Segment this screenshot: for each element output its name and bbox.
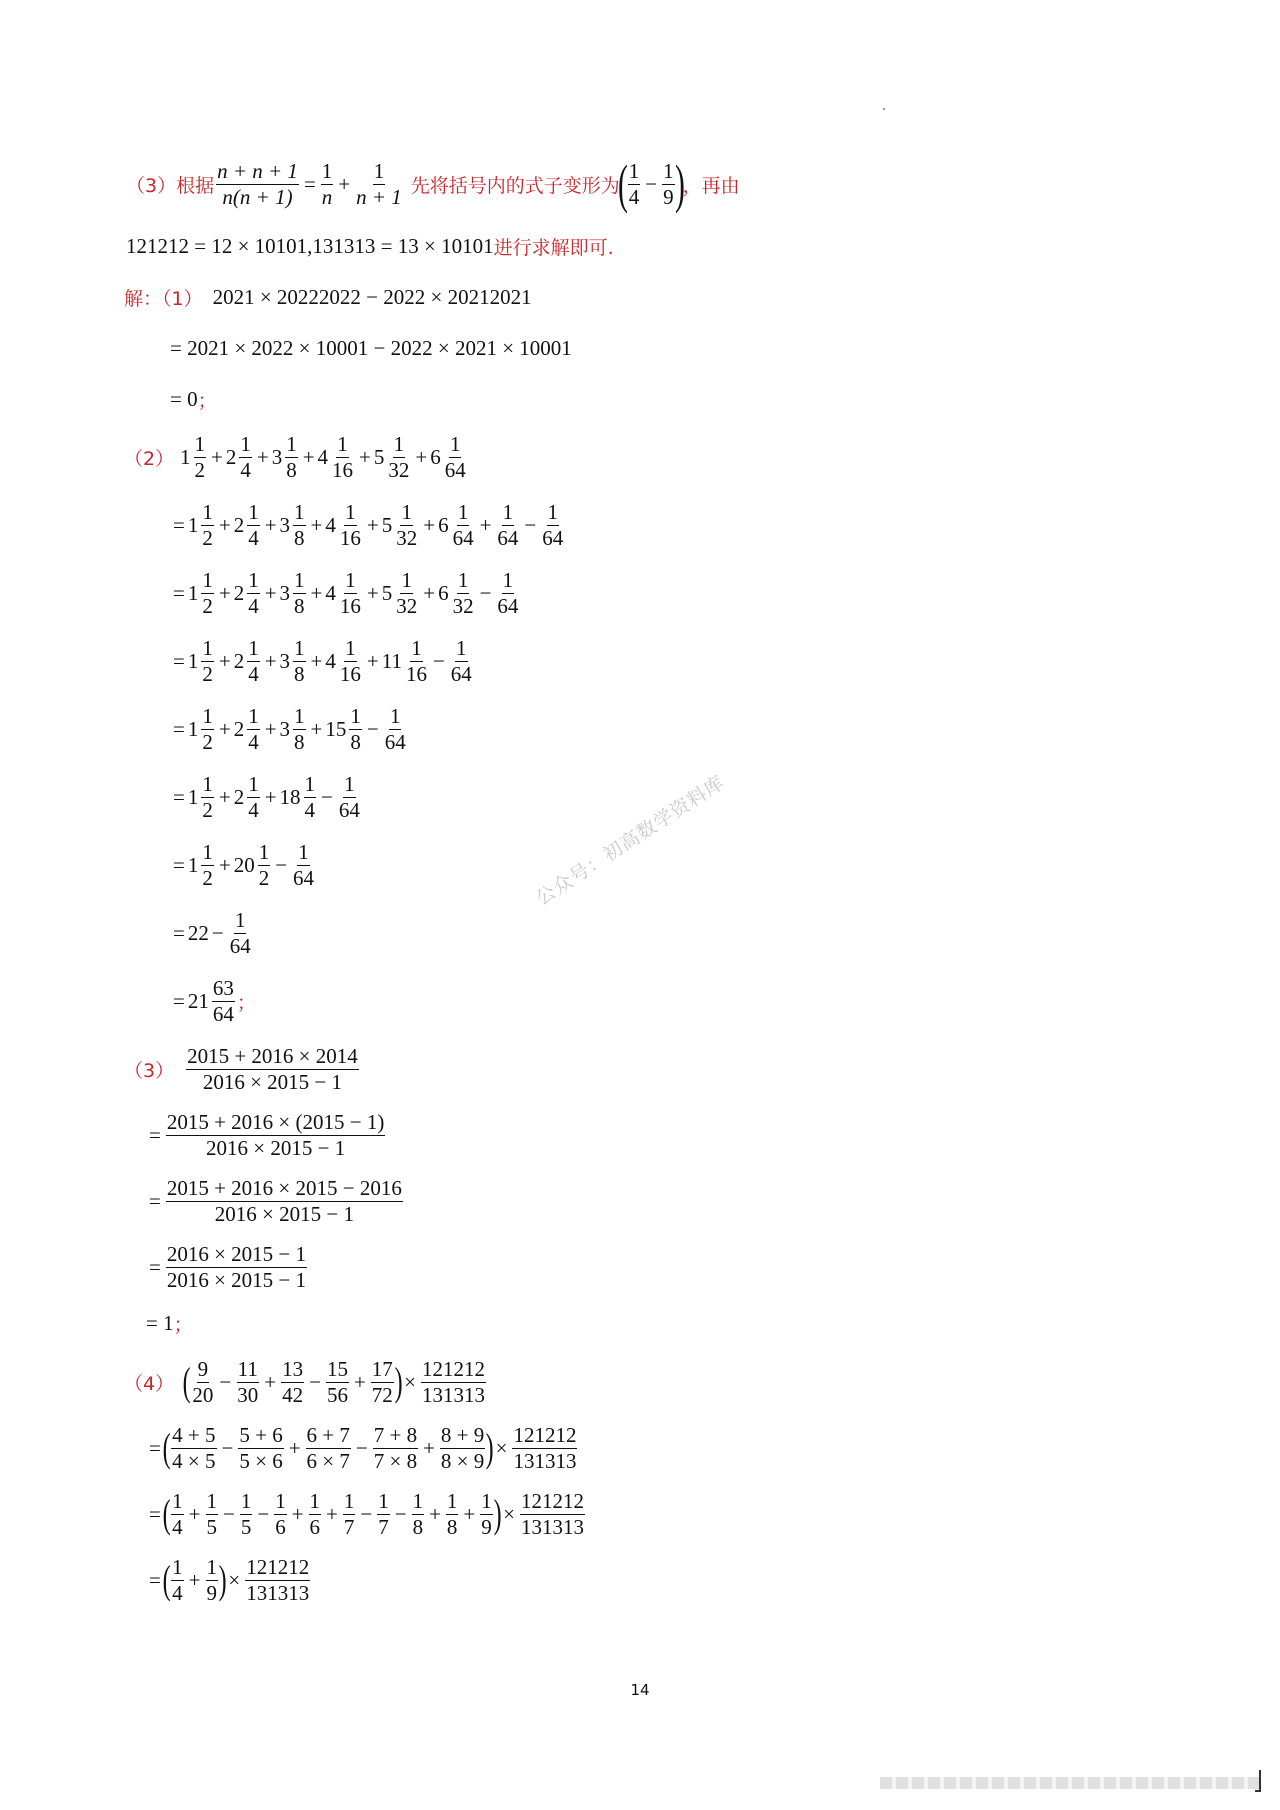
corner-mark (1255, 1770, 1261, 1792)
sol4-step-3: = ( 1 4 + $\frac{1}{9}$ ) × $\frac{121212}{131313}$ (149, 1555, 310, 1605)
sol3-step-1: = $\frac{2015 + 2016 \times (2015 - 1)}{2016 \times 2015 - 1}$ (149, 1110, 385, 1160)
hint-formula: $\frac{n + n + 1}{n(n + 1)}$ (217, 159, 298, 209)
sol1-label: 解：（1） (124, 287, 203, 310)
hint-term-2: $\frac{1}{n + 1}$ (356, 159, 402, 209)
hint-text-2: ，再由 (682, 174, 740, 197)
hint-identity: 121212 = 12 × 10101,131313 = 13 × 10101 (126, 233, 494, 258)
hint-text-3: 进行求解即可. (493, 236, 614, 259)
sol4-step-1: = ( 4 + 5 4 × 5 − $\frac{5 + 6}{5 \times 6}$ + $\frac{6 + 7}{6 \times 7}$ − $\frac{7 + 8}{7 \times 8}$ + $\frac{8 + 9}{8 \times 9}$ ) × $\frac{121212}{131313}$ (149, 1423, 577, 1473)
sol1-step-2: = 0 ； (170, 386, 217, 412)
sol4-label: （4） (124, 1372, 175, 1395)
sol2-step-7: = 22 − $\frac{1}{64}$ (173, 908, 251, 958)
sol2-step-6: = 1 1 2 + 20 1 2 − $\frac{1}{64}$ (173, 840, 315, 890)
sol1-line-0: 解：（1） 2021 × 20222022 − 2022 × 20212021 (124, 284, 532, 310)
sol4-line-0: （4） ( 9 20 − $\frac{11}{30}$ + $\frac{13}{42}$ − $\frac{15}{56}$ + $\frac{17}{72}$ ) × $\frac{121212}{131313}$ (124, 1357, 485, 1407)
sol1-step-1: = 2021 × 2022 × 10001 − 2022 × 2021 × 10001 (170, 335, 572, 360)
sol3-step-3: = $\frac{2016 \times 2015 - 1}{2016 \times 2015 - 1}$ (149, 1242, 307, 1292)
sol3-label: （3） (124, 1059, 175, 1082)
sol2-step-5: = 1 1 2 + 2 1 4 + 18 1 4 − $\frac{1}{64}$ (173, 772, 360, 822)
page-mark (883, 108, 885, 110)
hint-label: （3）根据 (126, 174, 215, 197)
sol2-step-4: = 1 1 2 + 2 1 4 + 3 1 8 + 15 1 8 − $\frac{1}{64}$ (173, 704, 406, 754)
hint-text-1: 先将括号内的式子变形为 (410, 174, 620, 197)
sol2-step-2: = 1 1 2 + 2 1 4 + 3 1 8 + 4 1 16 + 5 1 32 + 6 1 32 − $\frac{1}{64}$ (173, 568, 519, 618)
bottom-toolbar-strip (880, 1777, 1260, 1789)
page-number: 14 (630, 1681, 650, 1699)
sol3-step-2: = $\frac{2015 + 2016 \times 2015 - 2016}{2016 \times 2015 - 1}$ (149, 1176, 402, 1226)
sol4-step-2: = ( 1 4 + $\frac{1}{5}$ − $\frac{1}{5}$ − $\frac{1}{6}$ + $\frac{1}{6}$ + $\frac{1}{7}$ − $\frac{1}{7}$ − $\frac{1}{8}$ + $\frac{1}{8}$ + $\frac{1}{9}$ ) × $\frac{121212}{131313}$ (149, 1489, 584, 1539)
hint-line-2 (126, 231, 614, 261)
sol2-step-8: = 21 63 64 ； (173, 976, 256, 1026)
hint-term-1: $\frac{1}{n}$ (321, 159, 333, 209)
sol3-step-4: = 1 ； (146, 1310, 193, 1336)
sol2-step-3: = 1 1 2 + 2 1 4 + 3 1 8 + 4 1 16 + 11 1 16 − $\frac{1}{64}$ (173, 636, 472, 686)
sol2-step-1: = 1 1 2 + 2 1 4 + 3 1 8 + 4 1 16 + 5 1 32 + 6 1 64 + $\frac{1}{64}$ − $\frac{1}{64}$ (173, 500, 564, 550)
sol3-line-0: （3） 2015 + 2016 × 2014 2016 × 2015 − 1 (124, 1044, 358, 1094)
hint-line-1: （3）根据 $\frac{n + n + 1}{n(n + 1)}$ = $\frac{1}{n}$ + $\frac{1}{n + 1}$ 先将括号内的式子变形为 ( 1 4 − $\frac{1}{9}$ ) ，再由 (126, 154, 740, 214)
sol2-label: （2） (124, 447, 175, 470)
watermark: 公众号：初高数学资料库 (532, 771, 729, 910)
sol2-line-0: 1 1 2 + 2 1 4 + 3 1 8 + 4 1 16 + 5 1 32 + 6 1 64 (180, 432, 466, 482)
